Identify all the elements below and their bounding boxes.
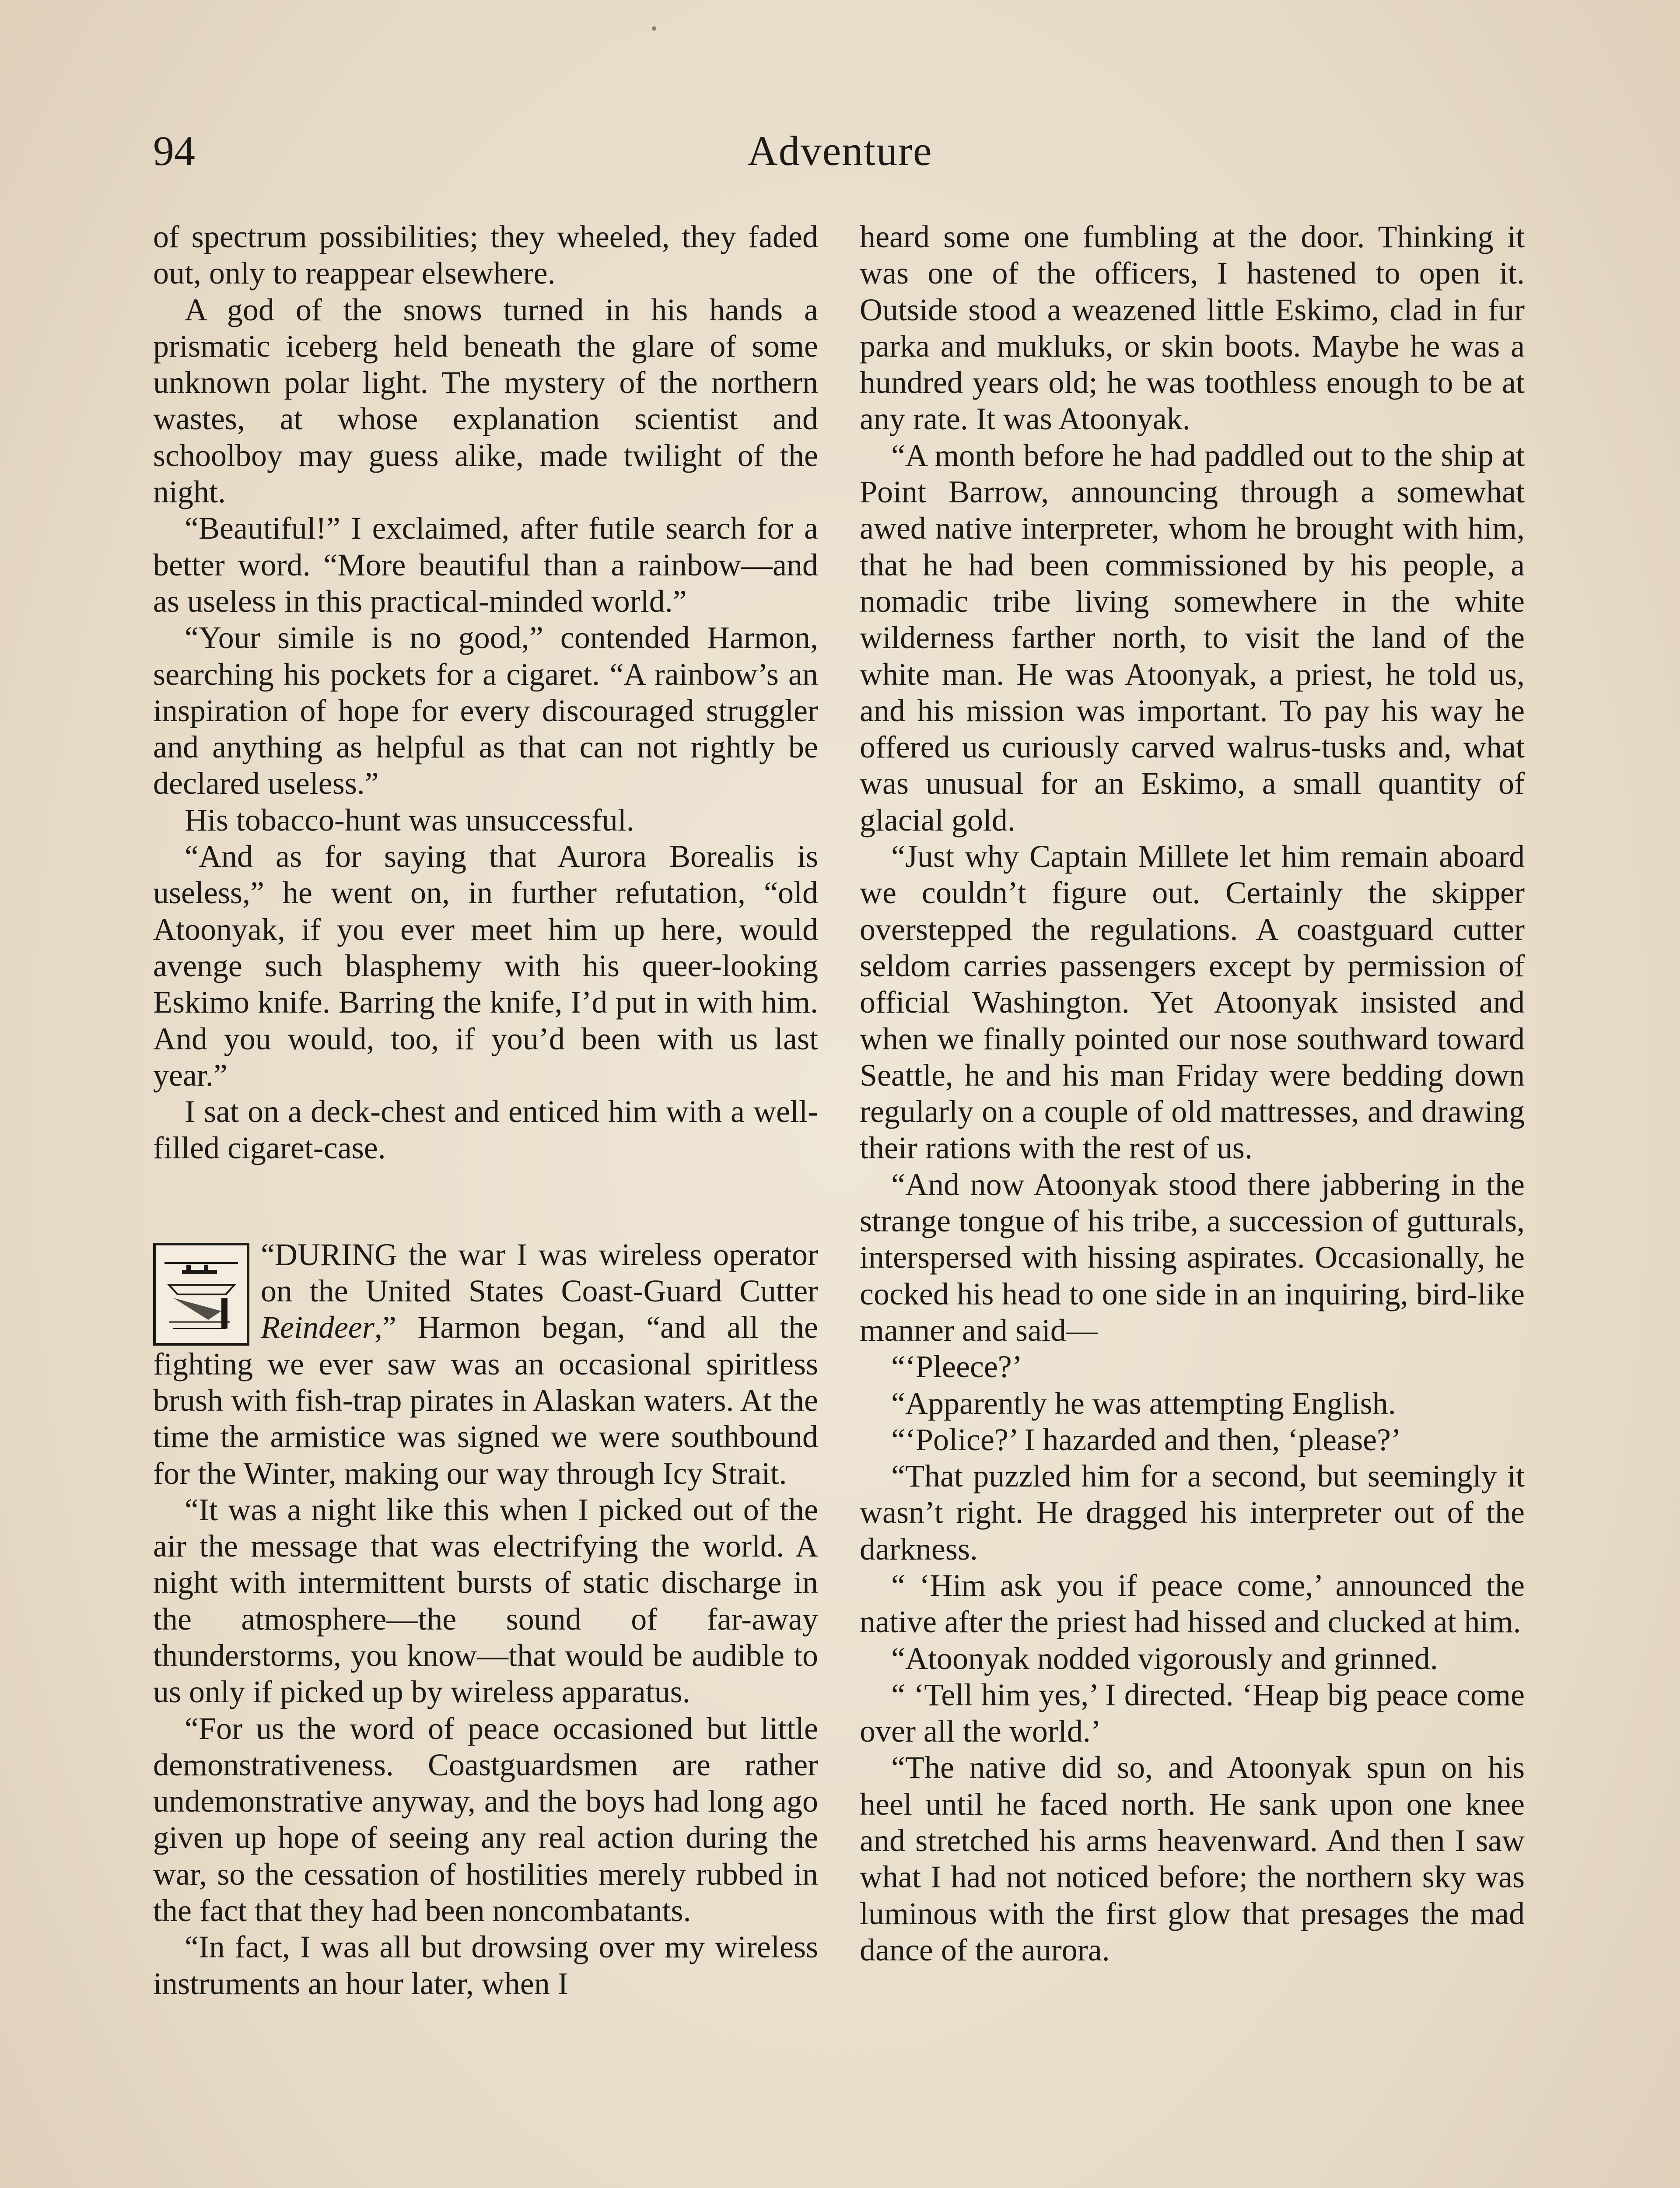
paragraph: “ ‘Him ask you if peace come,’ announced the native after the priest had hissed and clucked at him. (860, 1567, 1525, 1640)
section-opening-paragraph (153, 1237, 818, 1492)
paragraph: “The native did so, and Atoonyak spun on his heel until he faced north. He sank upon one knee and stretched his arms heavenward. And then I saw what I had not noticed before; the northern sky was luminous with the first glow that presages the mad dance of the aurora. (860, 1750, 1525, 1967)
paragraph: “‘Police?’ I hazarded and then, ‘please?’ (891, 1422, 1401, 1457)
left-column (153, 219, 818, 2002)
running-head: Adventure (747, 127, 933, 174)
paragraph: “In fact, I was all but drowsing over my wireless instruments an hour later, when I (153, 1929, 818, 2001)
paragraph: “Beautiful!” I exclaimed, after futile search for a better word. “More beautiful than a rainbow—and as useless in this practical-minded world.” (153, 511, 818, 619)
page-number: 94 (153, 127, 195, 174)
dropcap-text-end: ,” Harmon began, “and all the fighting we ever saw was an occasional spiritless brush with fish-trap pirates in Alaskan waters. At the time the armistice was signed we were southbound for the Winter, making our way through Icy Strait. (153, 1310, 818, 1491)
paragraph: “ ‘Tell him yes,’ I directed. ‘Heap big peace come over all the world.’ (860, 1677, 1525, 1749)
ship-vignette-icon (153, 1243, 249, 1346)
paragraph: “Just why Captain Millete let him remain aboard we couldn’t figure out. Certainly the skipper overstepped the regulations. A coastguard cutter seldom carries passengers except by permission of official Washington. Yet Atoonyak insisted and when we finally pointed our nose southward toward Seattle, he and his man Friday were bedding down regularly on a couple of old mattresses, and drawing their rations with the rest of us. (860, 839, 1525, 1166)
paragraph: “Atoonyak nodded vigorously and grinned. (891, 1641, 1438, 1676)
paragraph: “Your simile is no good,” contended Harmon, searching his pockets for a cigaret. “A rainbow’s an inspiration of hope for every discouraged struggler and anything as helpful as that can not rightly be declared useless.” (153, 620, 818, 801)
paragraph: “And now Atoonyak stood there jabbering in the strange tongue of his tribe, a succession of gutturals, interspersed with hissing aspirates. Occasionally, he cocked his head to one side in an inquiring, bird-like manner and said— (860, 1167, 1525, 1348)
ship-name: Reindeer (261, 1310, 374, 1345)
paragraph: “It was a night like this when I picked out of the air the message that was electrifying the world. A night with intermittent bursts of static discharge in the atmosphere—the sound of far-away thunderstorms, you know—that would be audible to us only if picked up by wireless apparatus. (153, 1492, 818, 1710)
paragraph: “For us the word of peace occasioned but little demonstrativeness. Coastguardsmen are rather undemonstrative anyway, and the boys had long ago given up hope of seeing any real action during the war, so the cessation of hostilities merely rubbed in the fact that they had been noncombatants. (153, 1711, 818, 1929)
paragraph: “And as for saying that Aurora Borealis is useless,” he went on, in further refutation, “old Atoonyak, if you ever meet him up here, would avenge such blasphemy with his queer-looking Eskimo knife. Barring the knife, I’d put in with him. And you would, too, if you’d been with us last year.” (153, 839, 818, 1093)
right-column (860, 219, 1525, 1968)
paper-blemish (652, 26, 656, 31)
paragraph: heard some one fumbling at the door. Thinking it was one of the officers, I hastened to open it. Outside stood a weazened little Eskimo, clad in fur parka and mukluks, or skin boots. Maybe he was a hundred years old; he was toothless enough to be at any rate. It was Atoonyak. (860, 219, 1525, 437)
paragraph: I sat on a deck-chest and enticed him with a well-filled cigaret-case. (153, 1094, 818, 1166)
paragraph: “‘Pleece?’ (891, 1349, 1022, 1385)
paragraph: “That puzzled him for a second, but seemingly it wasn’t right. He dragged his interpreter out of the darkness. (860, 1459, 1525, 1567)
paragraph: “Apparently he was attempting English. (891, 1385, 1396, 1421)
dropcap-text-start: “DURING the war I was wireless operator on the United States Coast-Guard Cutter (261, 1237, 818, 1309)
paragraph: of spectrum possibilities; they wheeled, they faded out, only to reappear elsewhere. (153, 219, 818, 291)
paragraph: “A month before he had paddled out to the ship at Point Barrow, announcing through a somewhat awed native interpreter, whom he brought with him, that he had been commissioned by his people, a nomadic tribe living somewhere in the white wilderness farther north, to visit the land of the white man. He was Atoonyak, a priest, he told us, and his mission was important. To pay his way he offered us curiously carved walrus-tusks and, what was unusual for an Eskimo, a small quantity of glacial gold. (860, 438, 1525, 838)
paragraph: A god of the snows turned in his hands a prismatic iceberg held beneath the glare of some unknown polar light. The mystery of the northern wastes, at whose explanation scientist and schoolboy may guess alike, made twilight of the night. (153, 292, 818, 510)
paragraph: His tobacco-hunt was unsuccessful. (185, 802, 634, 838)
